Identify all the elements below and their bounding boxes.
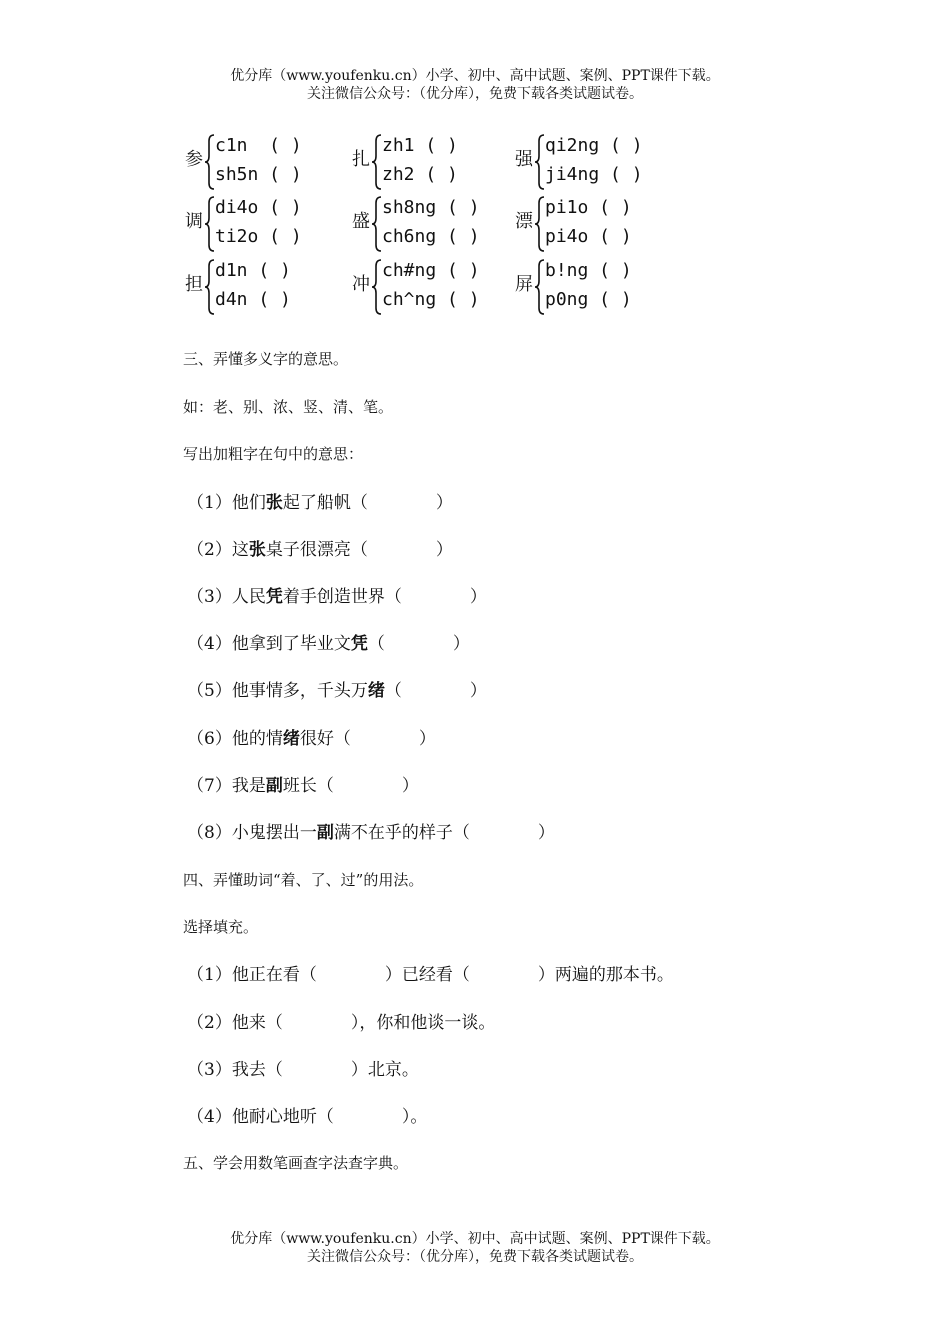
polyphone-group xyxy=(352,257,512,317)
reading-2: ti2o ( ) xyxy=(215,226,302,247)
bold-char: 绪 xyxy=(367,681,385,701)
reading-2: p0ng ( ) xyxy=(545,289,632,310)
polyphone-char: 漂 xyxy=(515,211,533,232)
item-text: （3）人民 xyxy=(187,587,266,607)
bold-char: 凭 xyxy=(265,587,283,607)
footer-line-2: 关注微信公众号：（优分库），免费下载各类试题试卷。 xyxy=(307,1249,643,1265)
reading-1: qi2ng ( ) xyxy=(545,135,643,156)
exercise-item xyxy=(187,771,419,796)
bold-char: 绪 xyxy=(282,729,300,749)
reading-2: d4n ( ) xyxy=(215,289,291,310)
reading-1: sh8ng ( ) xyxy=(382,197,480,218)
header-line-1: 优分库（www.youfenku.cn）小学、初中、高中试题、案例、PPT课件下载。 xyxy=(230,68,720,84)
bold-char: 张 xyxy=(265,493,283,513)
polyphone-table xyxy=(185,132,705,322)
item-text: （6）他的情 xyxy=(187,729,283,749)
section-3-example: 如：老、别、浓、竖、清、笔。 xyxy=(183,398,394,416)
item-text: （ ） xyxy=(367,634,470,654)
bold-char: 张 xyxy=(248,540,266,560)
polyphone-group xyxy=(352,194,512,254)
exercise-item xyxy=(187,818,555,843)
polyphone-group xyxy=(185,132,345,192)
exercise-item xyxy=(187,676,487,701)
reading-1: zh1 ( ) xyxy=(382,135,458,156)
reading-2: zh2 ( ) xyxy=(382,164,458,185)
polyphone-char: 调 xyxy=(185,211,203,232)
section-3-title: 三、弄懂多义字的意思。 xyxy=(183,350,349,368)
brace-icon xyxy=(372,196,382,252)
item-text: 桌子很漂亮（ ） xyxy=(265,540,453,560)
exercise-item: （3）我去（ ）北京。 xyxy=(187,1060,419,1080)
exercise-item: （2）他来（ ），你和他谈一谈。 xyxy=(187,1013,496,1033)
exercise-item xyxy=(187,629,470,654)
reading-2: sh5n ( ) xyxy=(215,164,302,185)
item-text: （4）他拿到了毕业文 xyxy=(187,634,351,654)
section-4-instruction: 选择填充。 xyxy=(183,918,259,936)
brace-icon xyxy=(205,196,215,252)
brace-icon xyxy=(372,259,382,315)
item-text: （ ） xyxy=(384,681,487,701)
brace-icon xyxy=(535,196,545,252)
item-text: 很好（ ） xyxy=(299,729,436,749)
reading-2: ji4ng ( ) xyxy=(545,164,643,185)
polyphone-char: 参 xyxy=(185,149,203,170)
reading-2: ch^ng ( ) xyxy=(382,289,480,310)
polyphone-char: 担 xyxy=(185,274,203,295)
brace-icon xyxy=(535,259,545,315)
polyphone-group xyxy=(515,257,675,317)
bold-char: 凭 xyxy=(350,634,368,654)
bold-char: 副 xyxy=(265,776,283,796)
section-5-title: 五、学会用数笔画查字法查字典。 xyxy=(183,1154,409,1172)
page-header xyxy=(0,67,950,103)
reading-1: d1n ( ) xyxy=(215,260,291,281)
brace-icon xyxy=(535,134,545,190)
footer-line-1: 优分库（www.youfenku.cn）小学、初中、高中试题、案例、PPT课件下载。 xyxy=(230,1231,720,1247)
polyphone-char: 强 xyxy=(515,149,533,170)
item-text: （8）小鬼摆出一 xyxy=(187,823,317,843)
exercise-item: （4）他耐心地听（ ）。 xyxy=(187,1107,428,1127)
item-text: 班长（ ） xyxy=(282,776,419,796)
polyphone-group xyxy=(515,194,675,254)
item-text: （2）这 xyxy=(187,540,249,560)
polyphone-char: 盛 xyxy=(352,211,370,232)
item-text: 起了船帆（ ） xyxy=(282,493,453,513)
brace-icon xyxy=(205,259,215,315)
exercise-item xyxy=(187,535,453,560)
exercise-item xyxy=(187,582,487,607)
bold-char: 副 xyxy=(316,823,334,843)
header-line-2: 关注微信公众号：（优分库），免费下载各类试题试卷。 xyxy=(307,86,643,102)
brace-icon xyxy=(372,134,382,190)
section-4-title: 四、弄懂助词“着、了、过”的用法。 xyxy=(183,871,424,889)
reading-2: pi4o ( ) xyxy=(545,226,632,247)
item-text: 着手创造世界（ ） xyxy=(282,587,487,607)
item-text: 满不在乎的样子（ ） xyxy=(333,823,555,843)
item-text: （5）他事情多，千头万 xyxy=(187,681,368,701)
reading-1: b!ng ( ) xyxy=(545,260,632,281)
exercise-item: （1）他正在看（ ）已经看（ ）两遍的那本书。 xyxy=(187,965,674,985)
polyphone-char: 扎 xyxy=(352,149,370,170)
reading-1: ch#ng ( ) xyxy=(382,260,480,281)
reading-1: c1n ( ) xyxy=(215,135,302,156)
polyphone-group xyxy=(352,132,512,192)
brace-icon xyxy=(205,134,215,190)
page-footer xyxy=(0,1230,950,1266)
polyphone-char: 屏 xyxy=(515,274,533,295)
polyphone-group xyxy=(185,194,345,254)
polyphone-char: 冲 xyxy=(352,274,370,295)
polyphone-group xyxy=(515,132,675,192)
exercise-item xyxy=(187,488,453,513)
item-text: （7）我是 xyxy=(187,776,266,796)
reading-1: pi1o ( ) xyxy=(545,197,632,218)
item-text: （1）他们 xyxy=(187,493,266,513)
exercise-item xyxy=(187,724,436,749)
polyphone-group xyxy=(185,257,345,317)
reading-2: ch6ng ( ) xyxy=(382,226,480,247)
section-3-instruction: 写出加粗字在句中的意思： xyxy=(183,445,364,463)
reading-1: di4o ( ) xyxy=(215,197,302,218)
